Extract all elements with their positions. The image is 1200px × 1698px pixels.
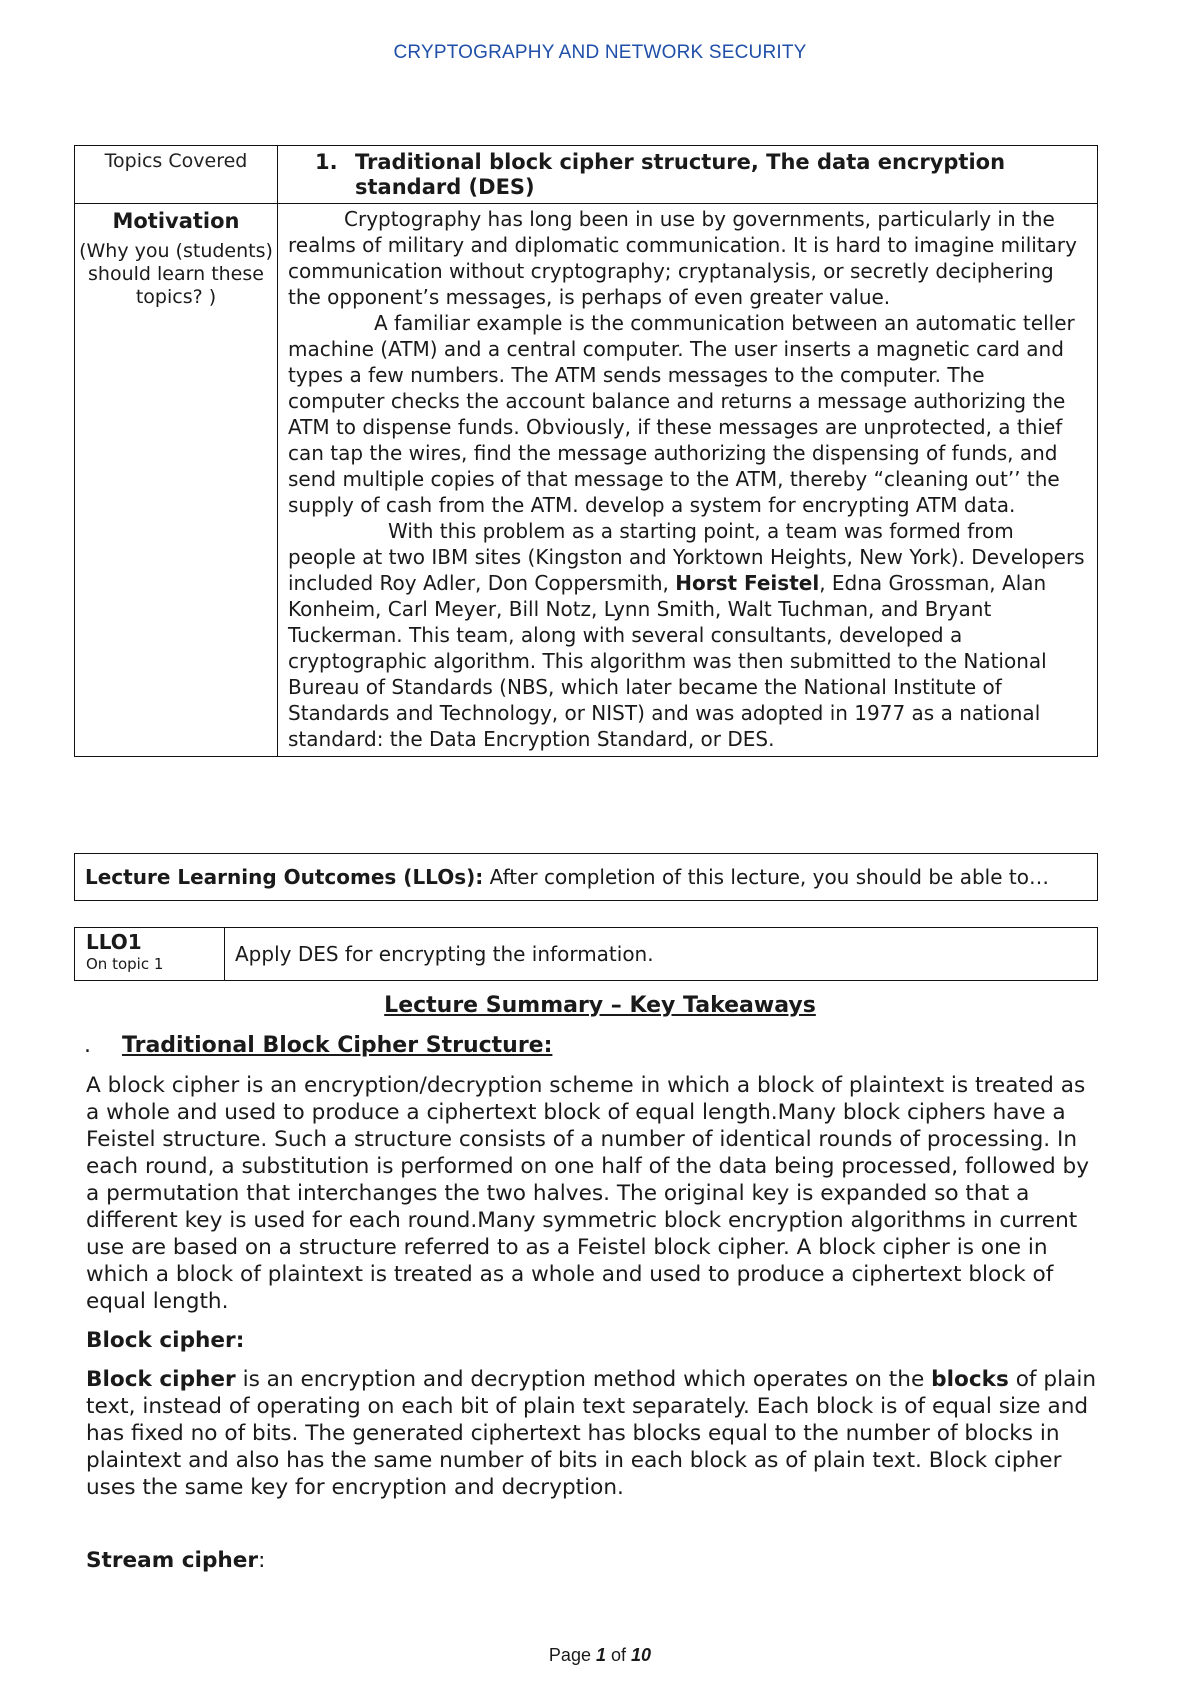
topic-text: Traditional block cipher structure, The data encryption standard (DES) bbox=[355, 150, 1006, 199]
summary-paragraph-1 bbox=[86, 1072, 1096, 1315]
motivation-title: Motivation bbox=[112, 209, 240, 233]
motivation-row bbox=[75, 204, 1098, 757]
llo1-sublabel: On topic 1 bbox=[86, 955, 164, 973]
topics-content-cell bbox=[278, 146, 1098, 204]
motivation-paragraph-3-end: , Edna Grossman, Alan Konheim, Carl Meyer, Bill Notz, Lynn Smith, Walt Tuchman, and Bryant Tuckerman. This team, along with several consultants, developed a cryptographic algorithm. This algorithm was then submitted to the National Bureau of Standards (NBS, which later became the National Institute of Standards and Technology, or NIST) and was adopted in 1977 as a national standard: the Data Encryption Standard, or DES. bbox=[288, 571, 1047, 751]
llo-header-bold: Lecture Learning Outcomes (LLOs): bbox=[85, 865, 484, 889]
block-cipher-heading: Block cipher: bbox=[86, 1328, 245, 1353]
summary-title: Lecture Summary – Key Takeaways bbox=[384, 993, 816, 1018]
subheading-text: Traditional Block Cipher Structure: bbox=[122, 1033, 553, 1058]
block-cipher-text-b: of plain text, instead of operating on each bit of plain text separately. Each block is of equal size and has fixed no of bits. The generated ciphertext has blocks equal to the number of blocks in plaintext and also has the same number of bits in each block as of plain text. Block cipher uses the same key for encryption and decryption. bbox=[86, 1367, 1097, 1500]
motivation-text-cell bbox=[278, 204, 1098, 757]
topics-row bbox=[75, 146, 1098, 204]
blocks-bold: blocks bbox=[931, 1367, 1009, 1392]
stream-cipher-colon: : bbox=[258, 1548, 266, 1573]
llo1-label-cell bbox=[75, 928, 225, 981]
topics-label-cell bbox=[75, 146, 278, 204]
footer-page-number: 1 bbox=[595, 1645, 606, 1665]
summary-paragraph-1-text: A block cipher is an encryption/decryption scheme in which a block of plaintext is treated as a whole and used to produce a ciphertext block of equal length.Many block ciphers have a Feistel structure. Such a structure consists of a number of identical rounds of processing. In each round, a substitution is performed on one half of the data being processed, followed by a permutation that interchanges the two halves. The original key is expanded so that a different key is used for each round.Many symmetric block encryption algorithms in current use are based on a structure referred to as a Feistel block cipher. A block cipher is one in which a block of plaintext is treated as a whole and used to produce a ciphertext block of equal length. bbox=[86, 1073, 1090, 1314]
topic-item bbox=[279, 147, 1096, 202]
llo1-text: Apply DES for encrypting the information. bbox=[225, 928, 1098, 981]
llo-header-cell bbox=[75, 854, 1098, 901]
footer-page-total: 10 bbox=[631, 1645, 652, 1665]
motivation-paragraph-3 bbox=[288, 518, 1087, 752]
block-cipher-paragraph bbox=[86, 1366, 1096, 1501]
page-header-title: CRYPTOGRAPHY AND NETWORK SECURITY bbox=[393, 42, 807, 63]
llo1-table bbox=[74, 927, 1098, 981]
llo-header-table bbox=[74, 853, 1098, 901]
motivation-label-cell bbox=[75, 204, 278, 757]
llo-header-text: After completion of this lecture, you should be able to… bbox=[483, 865, 1049, 889]
block-cipher-text-a: is an encryption and decryption method which operates on the bbox=[235, 1367, 932, 1392]
motivation-bold-name: Horst Feistel bbox=[675, 571, 820, 595]
stream-cipher-label: Stream cipher bbox=[86, 1548, 259, 1573]
stream-cipher-heading bbox=[86, 1548, 265, 1573]
summary-subheading bbox=[84, 1033, 552, 1058]
motivation-paragraph-2: A familiar example is the communication between an automatic teller machine (ATM) and a central computer. The user inserts a magnetic card and types a few numbers. The ATM sends messages to the computer. The computer checks the account balance and returns a message authorizing the ATM to dispense funds. Obviously, if these messages are unprotected, a thief can tap the wires, find the message authorizing the dispensing of funds, and send multiple copies of that message to the ATM, thereby “cleaning out’’ the supply of cash from the ATM. develop a system for encrypting ATM data. bbox=[288, 311, 1075, 517]
topics-label: Topics Covered bbox=[104, 150, 248, 172]
motivation-paragraph-1: Cryptography has long been in use by governments, particularly in the realms of military and diplomatic communication. It is hard to imagine military communication without cryptography; cryptanalysis, or secretly deciphering the opponent’s messages, is perhaps of even greater value. bbox=[288, 207, 1077, 309]
topics-motivation-table bbox=[74, 145, 1098, 757]
llo1-label: LLO1 bbox=[86, 930, 142, 954]
footer-page-word: Page bbox=[548, 1645, 591, 1665]
topic-number: 1. bbox=[315, 150, 338, 174]
page-footer bbox=[0, 1645, 1200, 1666]
block-cipher-bold: Block cipher bbox=[86, 1367, 236, 1392]
motivation-subtitle: (Why you (students) should learn these topics? ) bbox=[79, 240, 273, 308]
subheading-bullet: . bbox=[84, 1033, 91, 1058]
motivation-paragraph-3-start: With this problem as a starting point, a team was formed from people at two IBM sites (Kingston and Yorktown Heights, New York). Developers included Roy Adler, Don Coppersmith, bbox=[288, 519, 1085, 595]
footer-of-word: of bbox=[611, 1645, 627, 1665]
